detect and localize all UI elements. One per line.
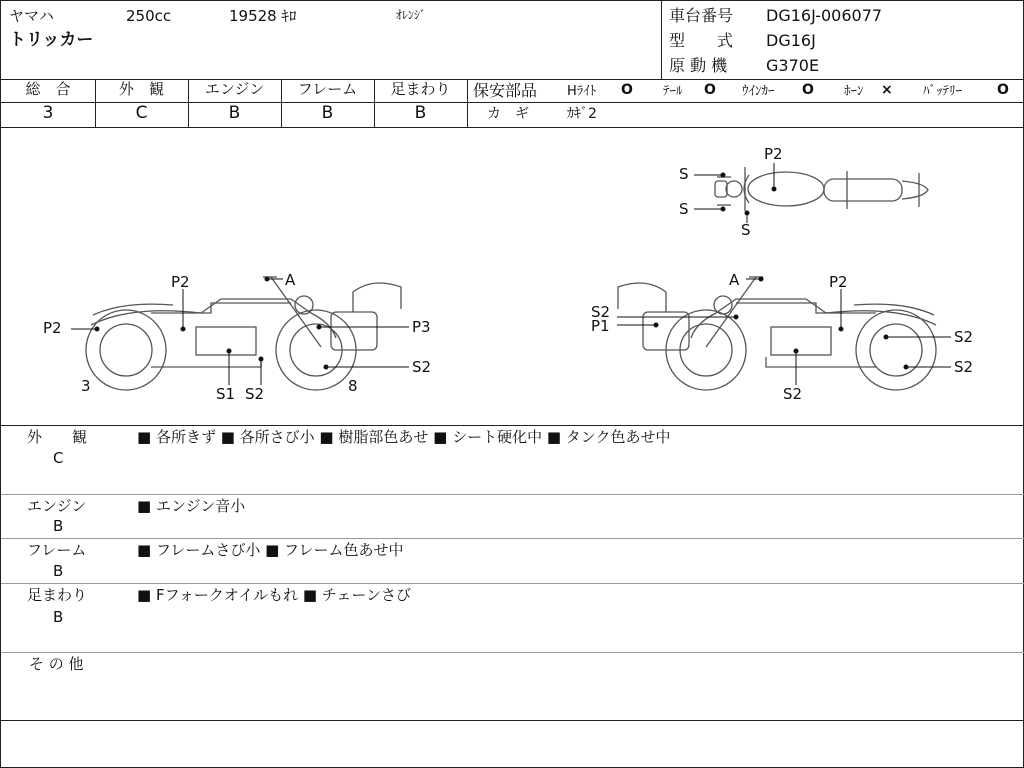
key-value: ｶｷﾞ2	[567, 106, 597, 122]
color: ｵﾚﾝｼﾞ	[396, 8, 427, 22]
bike-left-view	[86, 277, 401, 390]
top-s-upper: S	[679, 165, 689, 183]
comment-text-engine: ■ エンジン音小	[137, 497, 246, 515]
frame-number: DG16J-006077	[766, 6, 883, 25]
comment-divider	[1, 494, 1024, 495]
left-p2-rear: P2	[43, 319, 62, 337]
grade-value-frame: B	[321, 103, 334, 123]
damage-diagram	[1, 127, 1024, 425]
comment-grade-suspension: B	[53, 608, 64, 626]
bottom-rule	[1, 720, 1024, 721]
diagram-svg	[1, 127, 1024, 425]
comment-grade-exterior: C	[53, 449, 64, 467]
maker: ヤマハ	[9, 7, 54, 25]
comment-grade-frame: B	[53, 562, 64, 580]
displacement: 250cc	[126, 7, 172, 25]
type-label: 型 式	[669, 31, 734, 50]
engine-value: G370E	[766, 56, 820, 75]
left-a: A	[285, 271, 296, 289]
grade-value-suspension: B	[414, 103, 427, 123]
key-label: カ ギ	[487, 106, 529, 122]
safety-mid-rule	[467, 102, 1024, 103]
grade-label-frame: フレーム	[297, 80, 358, 98]
grade-value-total: 3	[42, 103, 54, 123]
left-rear-tire: 3	[81, 377, 91, 395]
bike-top-view	[715, 167, 928, 211]
mileage: 19528 ｷﾛ	[229, 7, 297, 25]
safety-horn-mark: ×	[881, 82, 893, 98]
comment-label-engine: エンジン	[27, 497, 87, 515]
type-value: DG16J	[766, 31, 816, 50]
right-s2-side: S2	[954, 328, 974, 346]
model-name: トリッカー	[9, 30, 94, 50]
right-a: A	[729, 271, 740, 289]
grade-label-exterior: 外 観	[118, 80, 164, 98]
grade-value-exterior: C	[135, 103, 148, 123]
safety-tail-mark: O	[704, 82, 716, 98]
left-s1: S1	[216, 385, 236, 403]
top-s-lower: S	[679, 200, 689, 218]
right-s2-upper: S2	[591, 303, 611, 321]
comment-label-suspension: 足まわり	[27, 586, 88, 604]
safety-label: 保安部品	[473, 81, 538, 100]
safety-tail: ﾃｰﾙ	[663, 84, 683, 99]
grade-divider	[467, 79, 468, 127]
left-front-tire: 8	[348, 377, 358, 395]
right-p1: P1	[591, 317, 610, 335]
comment-divider	[1, 538, 1024, 539]
comment-divider	[1, 652, 1024, 653]
left-s2-engine: S2	[245, 385, 265, 403]
comment-text-exterior: ■ 各所きず ■ 各所さび小 ■ 樹脂部色あせ ■ シート硬化中 ■ タンク色あせ中	[137, 428, 671, 446]
bike-right-view	[618, 277, 936, 390]
header-divider	[661, 1, 662, 79]
diagram-rule	[1, 425, 1024, 426]
comment-text-suspension: ■ Fフォークオイルもれ ■ チェーンさび	[137, 586, 412, 604]
frame-label: 車台番号	[669, 6, 734, 25]
left-s2-front: S2	[412, 358, 432, 376]
top-s-bottom: S	[741, 221, 751, 239]
right-s2-engine: S2	[783, 385, 803, 403]
engine-label: 原 動 機	[669, 56, 728, 75]
right-s2-rear: S2	[954, 358, 974, 376]
comment-label-other: そ の 他	[29, 655, 84, 673]
safety-headlight-mark: O	[621, 82, 633, 98]
right-p2: P2	[829, 273, 848, 291]
comment-label-exterior: 外 観	[27, 428, 88, 446]
safety-battery-mark: O	[997, 82, 1009, 98]
comment-divider	[1, 583, 1024, 584]
left-p3: P3	[412, 318, 431, 336]
safety-winker-mark: O	[802, 82, 814, 98]
comment-label-frame: フレーム	[27, 541, 87, 559]
comment-grade-engine: B	[53, 517, 64, 535]
grade-value-engine: B	[228, 103, 241, 123]
grade-label-total: 総 合	[25, 80, 71, 98]
safety-battery: ﾊﾞｯﾃﾘｰ	[923, 84, 962, 99]
grade-label-engine: エンジン	[204, 80, 265, 98]
left-p2-tank: P2	[171, 273, 190, 291]
grade-label-suspension: 足まわり	[390, 80, 451, 98]
safety-winker: ｳｲﾝｶｰ	[742, 84, 775, 99]
safety-headlight: Hﾗｲﾄ	[567, 84, 597, 99]
comment-text-frame: ■ フレームさび小 ■ フレーム色あせ中	[137, 541, 404, 559]
top-p2: P2	[764, 145, 783, 163]
safety-horn: ﾎｰﾝ	[844, 84, 864, 99]
